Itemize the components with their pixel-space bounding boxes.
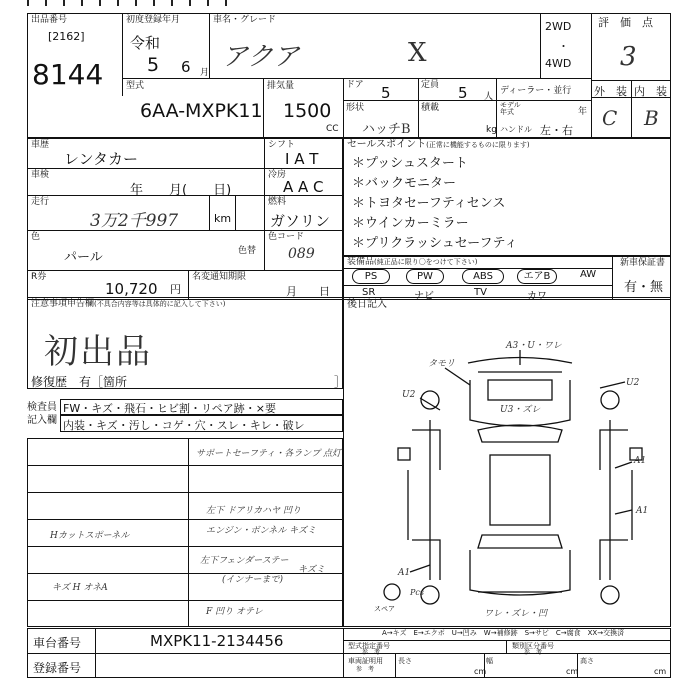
equip-abs: ABS — [462, 269, 504, 284]
sales-point-item: ＊ウインカーミラー — [352, 216, 469, 231]
inspector-label-1: 検査員 — [27, 402, 57, 413]
class-label: 類別区分番号 — [512, 642, 554, 650]
width-label: 幅 — [486, 657, 493, 665]
equip-aw: AW — [580, 269, 597, 280]
inspector-fw-line: FW・キズ・飛石・ヒビ割・リペア跡・×要 — [63, 402, 276, 415]
displacement: 1500 — [283, 100, 332, 122]
load-label: 積載 — [421, 103, 440, 113]
drive-dot: ・ — [558, 40, 569, 53]
recycle-unit: 円 — [170, 283, 181, 296]
color-code-value: 089 — [288, 246, 315, 262]
month-unit: 月 — [200, 68, 210, 78]
inspector-interior-line: 内装・キズ・汚し・コゲ・穴・スレ・キレ・破レ — [63, 419, 305, 432]
equip-leather: カワ — [527, 291, 547, 302]
history-label: 車歴 — [31, 140, 50, 150]
diagram-label-spare: スペア — [374, 605, 395, 613]
model-year-label: モデル 年式 — [500, 101, 521, 116]
equip-tv: TV — [474, 287, 487, 298]
inspector-label-2: 記入欄 — [27, 415, 57, 426]
fuel-label: 燃料 — [268, 197, 287, 207]
sales-points-title: セールスポイント(正常に機能するものに限ります) — [347, 139, 530, 150]
drive-2wd: 2WD — [545, 20, 572, 33]
drive-4wd: 4WD — [545, 57, 572, 70]
diagram-label-rear: ワレ・ズレ・凹 — [484, 609, 548, 619]
height-unit: cm — [654, 667, 667, 676]
recycle-value: 10,720 — [105, 280, 158, 298]
diagram-label-a1-2: A1 — [636, 506, 649, 516]
length-unit: cm — [474, 667, 487, 676]
diagram-label-u3: U3・ズレ — [500, 405, 541, 415]
mileage-value: 3万2千997 — [90, 211, 179, 231]
cert-label: 車両証明用 — [348, 657, 383, 665]
note-3: エンジン・ボンネル キズミ — [206, 526, 316, 536]
body-label: 形状 — [346, 103, 365, 113]
color-change-label: 色替 — [238, 246, 257, 256]
chassis-number: MXPK11-2134456 — [150, 632, 284, 650]
after-label: 後日記入 — [347, 299, 387, 310]
color-label: 色 — [31, 232, 41, 242]
note-6: (インナーまで) — [222, 575, 284, 585]
sales-point-item: ＊バックモニター — [352, 176, 457, 191]
model-code: 6AA-MXPK11 — [140, 100, 263, 122]
registration-label: 登録番号 — [33, 661, 82, 675]
reg-year: 5 — [147, 54, 160, 76]
score-value: 3 — [620, 42, 637, 72]
equipment-title: 装備品(純正品に限り〇をつけて下さい) — [347, 257, 478, 267]
diagram-label-a1-1: A1 — [634, 456, 647, 466]
sales-point-item: ＊プッシュスタート — [352, 156, 468, 171]
reg-month: 6 — [181, 58, 191, 76]
model-cert-label: 型式指定番号 — [348, 642, 390, 650]
note-8: キズ H オネA — [52, 583, 108, 593]
era: 令和 — [130, 34, 161, 52]
lot-sub-number: [2162] — [48, 30, 85, 43]
equip-navi: ナビ — [414, 291, 434, 302]
score-label: 評 価 点 — [598, 16, 653, 29]
note-7: キズミ — [298, 565, 325, 575]
diagram-label-u2-right: U2 — [626, 378, 640, 388]
note-9: F 凹り オテレ — [206, 607, 263, 617]
handle-value: 左・右 — [540, 124, 573, 137]
width-unit: cm — [566, 667, 579, 676]
warranty-value: 有・無 — [624, 280, 664, 295]
lot-number: 8144 — [32, 58, 104, 91]
recycle-label: R券 — [31, 272, 47, 282]
capacity-label: 定員 — [421, 80, 440, 90]
cert-ref: 参 考 — [356, 666, 375, 673]
shift-label: シフト — [268, 140, 296, 150]
note-4: Hカットスポーネル — [50, 531, 130, 541]
diagram-label-a1-3: A1 — [398, 568, 411, 578]
displacement-unit: CC — [326, 124, 339, 134]
interior-grade: B — [644, 106, 659, 130]
body-type: ハッチB — [362, 122, 411, 137]
history-value: レンタカー — [64, 150, 139, 168]
note-5: 左下フェンダーステー — [200, 556, 289, 566]
load-unit: kg — [486, 125, 497, 135]
sales-point-item: ＊プリクラッシュセーフティ — [352, 236, 518, 251]
exterior-label: 外 装 — [594, 85, 627, 98]
first-listing-stamp: 初出品 — [44, 332, 152, 372]
car-name-label: 車名・グレード — [213, 15, 277, 25]
displacement-label: 排気量 — [267, 81, 295, 91]
repair-history-end: ］ — [334, 375, 347, 389]
handle-label: ハンドル — [500, 125, 532, 134]
capacity: 5 — [458, 84, 468, 102]
ac-label: 冷房 — [268, 170, 287, 180]
lot-label: 出品番号 — [31, 15, 68, 25]
doors-label: ドア — [346, 80, 364, 90]
rename-value: 月 日 — [286, 285, 330, 298]
height-label: 高さ — [580, 657, 594, 665]
note-1: サポートセーフティ・各ランプ 点灯 — [196, 449, 342, 459]
dealer-label: ディーラー・並行 — [500, 86, 572, 96]
rename-label: 名変通知期限 — [192, 272, 247, 282]
fuel-value: ガソリン — [270, 212, 331, 230]
diagram-label-tamori: タモリ — [428, 359, 456, 369]
color-value: パール — [64, 250, 103, 265]
model-cert-ref: 参 考 — [362, 649, 381, 656]
inspection-label: 車検 — [31, 170, 50, 180]
class-ref: 参 考 — [524, 649, 543, 656]
equip-sr: SR — [362, 287, 376, 298]
mileage-label: 走行 — [31, 197, 50, 207]
doors: 5 — [381, 84, 391, 102]
damage-legend: A→キズ E→エクボ U→凹み W→補修跡 S→サビ C→腐食 XX→交換済 — [382, 629, 625, 637]
warranty-label: 新車保証書 — [620, 258, 666, 268]
model-label: 型式 — [126, 81, 145, 91]
equip-ps: PS — [352, 269, 390, 284]
mileage-unit: km — [214, 212, 232, 225]
shift-value: I A T — [285, 150, 319, 168]
diagram-label-a3: A3・U・ワレ — [506, 341, 562, 351]
equip-airbag: エアB — [517, 269, 557, 284]
capacity-unit: 人 — [484, 92, 494, 102]
notes-title: 注意事項申告欄(不具合内容等は具体的に記入して下さい) — [31, 299, 226, 309]
ac-value: A A C — [283, 178, 324, 196]
exterior-grade: C — [602, 106, 618, 130]
length-label: 長さ — [398, 657, 412, 665]
first-reg-label: 初度登録年月 — [126, 15, 181, 25]
sales-point-item: ＊トヨタセーフティセンス — [352, 196, 506, 211]
car-name: アクア — [222, 42, 300, 72]
equip-pw: PW — [406, 269, 444, 284]
note-2: 左下 ドアリカハヤ 凹り — [206, 506, 302, 516]
interior-label: 内 装 — [634, 85, 667, 98]
repair-history: 修復歴 有［箇所 — [31, 375, 128, 389]
diagram-label-u2-left: U2 — [402, 390, 416, 400]
color-code-label: 色コード — [268, 232, 305, 242]
inspection-value: 年 月( 日) — [130, 183, 232, 198]
chassis-label: 車台番号 — [33, 636, 82, 650]
year-unit: 年 — [578, 107, 588, 117]
diagram-label-pcs: Pcs — [410, 588, 424, 597]
grade: X — [408, 38, 427, 68]
